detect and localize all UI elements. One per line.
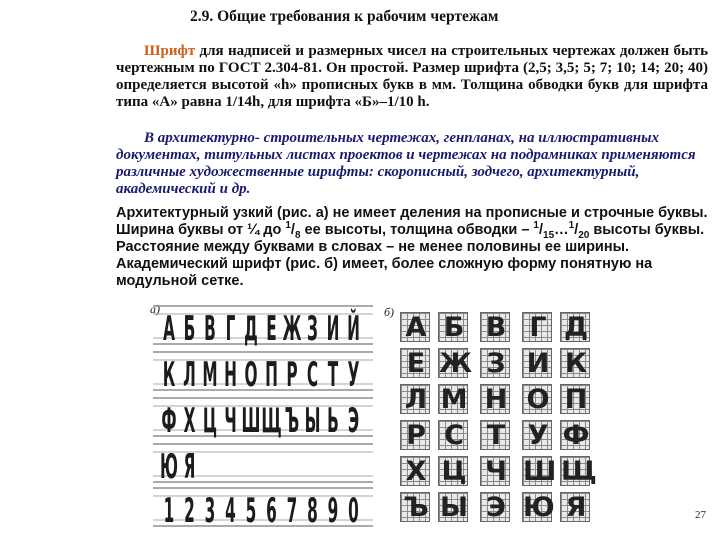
- grid-letter-cell: [400, 420, 430, 450]
- grid-letter-cell: [438, 492, 468, 522]
- narrow-glyph: М: [202, 356, 218, 396]
- grid-letter-cell: [400, 312, 430, 342]
- narrow-glyph: Х: [183, 402, 196, 442]
- grid-letter-cell: [480, 492, 510, 522]
- grid-letter-cell: [480, 348, 510, 378]
- fraction-numerator: 1: [533, 220, 539, 232]
- paragraph-artistic-fonts: В архитектурно- строительных чертежах, генпланах, на иллюстративных документах, титульных листах проектов и чертежах на подрамниках применяются различные художественные шрифты: скорописный, зодчего, архитектурный, академический и др.: [116, 130, 696, 197]
- narrow-glyph: Н: [224, 356, 237, 396]
- narrow-glyph: Э: [347, 402, 360, 442]
- grid-letter: Т: [486, 420, 506, 451]
- fraction-denominator: 15: [543, 229, 555, 241]
- grid-letter-cell: [438, 384, 468, 414]
- grid-letter: Ж: [439, 348, 473, 379]
- page-title: 2.9. Общие требования к рабочим чертежам: [190, 8, 499, 25]
- grid-letter: Ы: [440, 492, 468, 523]
- grid-letter: Щ: [561, 456, 597, 487]
- narrow-glyph: В: [204, 310, 216, 350]
- grid-letter-cell: [560, 456, 597, 487]
- grid-letter-cell: [438, 420, 468, 450]
- narrow-glyph: З: [307, 310, 318, 350]
- figure-a-label: а): [150, 302, 160, 316]
- paragraph-architectural-font: Архитектурный узкий (рис. а) не имеет деления на прописные и строчные буквы. Ширина буквы от ¼ до $^1/_8$ ее высоты, толщина обводки – $^1/_{15}\dots^1/_{20}$ высоты буквы. Расстояние между буквами в словах – не менее половины ее ширины. Академический шрифт (рис. б) имеет, более сложную форму понятную на модульной сетке.: [116, 205, 708, 289]
- narrow-glyph: Д: [244, 310, 258, 350]
- grid-letter-cell: [522, 384, 552, 414]
- grid-letter: П: [564, 384, 588, 415]
- narrow-glyph: Ы: [304, 402, 321, 442]
- narrow-glyph: Ж: [282, 310, 302, 350]
- grid-letter-cell: [400, 492, 430, 522]
- narrow-glyph: Т: [327, 356, 339, 396]
- grid-letter-cell: [400, 384, 430, 414]
- grid-letter: У: [527, 420, 549, 451]
- grid-letter-cell: [400, 348, 430, 378]
- grid-letter: К: [564, 348, 588, 379]
- grid-letter: Э: [486, 492, 506, 523]
- grid-letter: Ч: [485, 456, 507, 487]
- grid-letter-cell: [480, 456, 510, 486]
- narrow-glyph: Й: [347, 310, 360, 350]
- grid-letter: Е: [406, 348, 426, 379]
- narrow-glyph: 7: [286, 492, 298, 532]
- grid-letter-cell: [522, 456, 557, 487]
- narrow-glyph: Ь: [327, 402, 339, 442]
- paragraph-font-requirements: [116, 43, 708, 111]
- narrow-glyph: 2: [184, 492, 195, 532]
- narrow-glyph: Ш: [241, 402, 261, 442]
- grid-letter: Д: [563, 312, 589, 343]
- grid-letter-cell: [522, 420, 552, 450]
- narrow-glyph: Ч: [224, 402, 237, 442]
- grid-letter: С: [444, 420, 464, 451]
- narrow-glyph: О: [244, 356, 258, 396]
- narrow-glyph: 6: [266, 492, 277, 532]
- grid-letter: Г: [529, 312, 547, 343]
- narrow-glyph: А: [163, 310, 175, 350]
- grid-letter: Б: [443, 312, 465, 343]
- narrow-glyph: 3: [204, 492, 216, 532]
- grid-letter-cell: [560, 312, 590, 342]
- narrow-glyph: Я: [183, 448, 196, 488]
- ellipsis: …: [554, 222, 569, 238]
- grid-letter: М: [440, 384, 468, 415]
- narrow-glyph: 8: [307, 492, 318, 532]
- figure-b-label: б): [384, 305, 395, 319]
- grid-letter-cell: [480, 420, 510, 450]
- grid-letter-cell: [522, 492, 555, 523]
- figure-a-narrow-font: [145, 300, 377, 540]
- grid-letter: А: [405, 312, 427, 343]
- grid-letter-cell: [522, 348, 552, 378]
- grid-letter: Н: [484, 384, 508, 415]
- narrow-glyph: Л: [183, 356, 196, 396]
- highlight-word: Шрифт: [144, 43, 196, 59]
- grid-letter: Ш: [523, 456, 557, 487]
- narrow-glyph: 1: [163, 492, 175, 532]
- grid-letter: В: [485, 312, 507, 343]
- narrow-glyph: Ф: [161, 402, 177, 442]
- narrow-glyph: 5: [245, 492, 257, 532]
- narrow-glyph: 9: [327, 492, 339, 532]
- paragraph-text: для надписей и размерных чисел на строительных чертежах должен быть чертежным по ГОСТ 2.304-81. Он простой. Размер шрифта (2,5; 3,5; 5; 7; 10; 14; 20; 40) определяется высотой «h» прописных букв в мм. Толщина обводки букв для шрифта типа «А» равна 1/14h, для шрифта «Б»–1/10 h.: [116, 43, 708, 110]
- grid-letter-cell: [480, 384, 510, 414]
- grid-letter-cell: [560, 420, 590, 450]
- grid-letter: З: [486, 348, 506, 379]
- grid-letter: Ю: [523, 492, 555, 523]
- grid-letter: И: [526, 348, 550, 379]
- narrow-glyph: Ю: [160, 448, 178, 488]
- page-number: 27: [695, 509, 706, 521]
- paragraph-text: Архитектурный узкий (рис. а) не имеет деления на прописные и строчные буквы. Ширина буквы от ¼ до: [116, 205, 708, 238]
- grid-letter-cell: [438, 456, 468, 486]
- grid-letter-cell: [560, 384, 590, 414]
- paragraph-text: высоты буквы. Расстояние между буквами в словах – не менее половины ее ширины. Академический шрифт (рис. б) имеет, более сложную форму понятную на модульной сетке.: [116, 222, 705, 289]
- grid-letter-cell: [438, 348, 473, 379]
- narrow-glyph: И: [326, 310, 340, 350]
- narrow-glyph: Щ: [261, 402, 282, 442]
- grid-letter: Р: [406, 420, 426, 451]
- narrow-glyph: К: [162, 356, 176, 396]
- narrow-glyph: 4: [225, 492, 236, 532]
- narrow-glyph: Г: [225, 310, 236, 350]
- grid-letter: Ф: [562, 420, 590, 451]
- narrow-glyph: У: [347, 356, 360, 396]
- grid-letter-cell: [400, 456, 430, 486]
- grid-letter-cell: [560, 492, 590, 522]
- paragraph-text: ее высоты, толщина обводки –: [300, 222, 534, 238]
- grid-letter: О: [526, 384, 550, 415]
- fraction-numerator: 1: [568, 220, 575, 232]
- narrow-glyph: Ъ: [284, 402, 300, 442]
- grid-letter-cell: [438, 312, 468, 342]
- narrow-glyph: Б: [183, 310, 196, 350]
- fraction-denominator: 20: [578, 229, 590, 241]
- narrow-glyph: Р: [286, 356, 298, 396]
- narrow-glyph: Е: [266, 310, 277, 350]
- grid-letter: Л: [404, 384, 428, 415]
- grid-letter-cell: [522, 312, 552, 342]
- grid-letter: Х: [405, 456, 427, 487]
- grid-letter-cell: [480, 312, 510, 342]
- fraction-denominator: 8: [294, 229, 301, 241]
- fraction-numerator: 1: [285, 220, 291, 232]
- narrow-glyph: Ц: [202, 402, 218, 442]
- narrow-glyph: С: [306, 356, 319, 396]
- grid-letter-cell: [560, 348, 590, 378]
- grid-letter: Ц: [441, 456, 467, 487]
- narrow-glyph: П: [265, 356, 278, 396]
- grid-letter: Я: [565, 492, 587, 523]
- grid-letter: Ъ: [403, 492, 429, 523]
- narrow-glyph: 0: [348, 492, 359, 532]
